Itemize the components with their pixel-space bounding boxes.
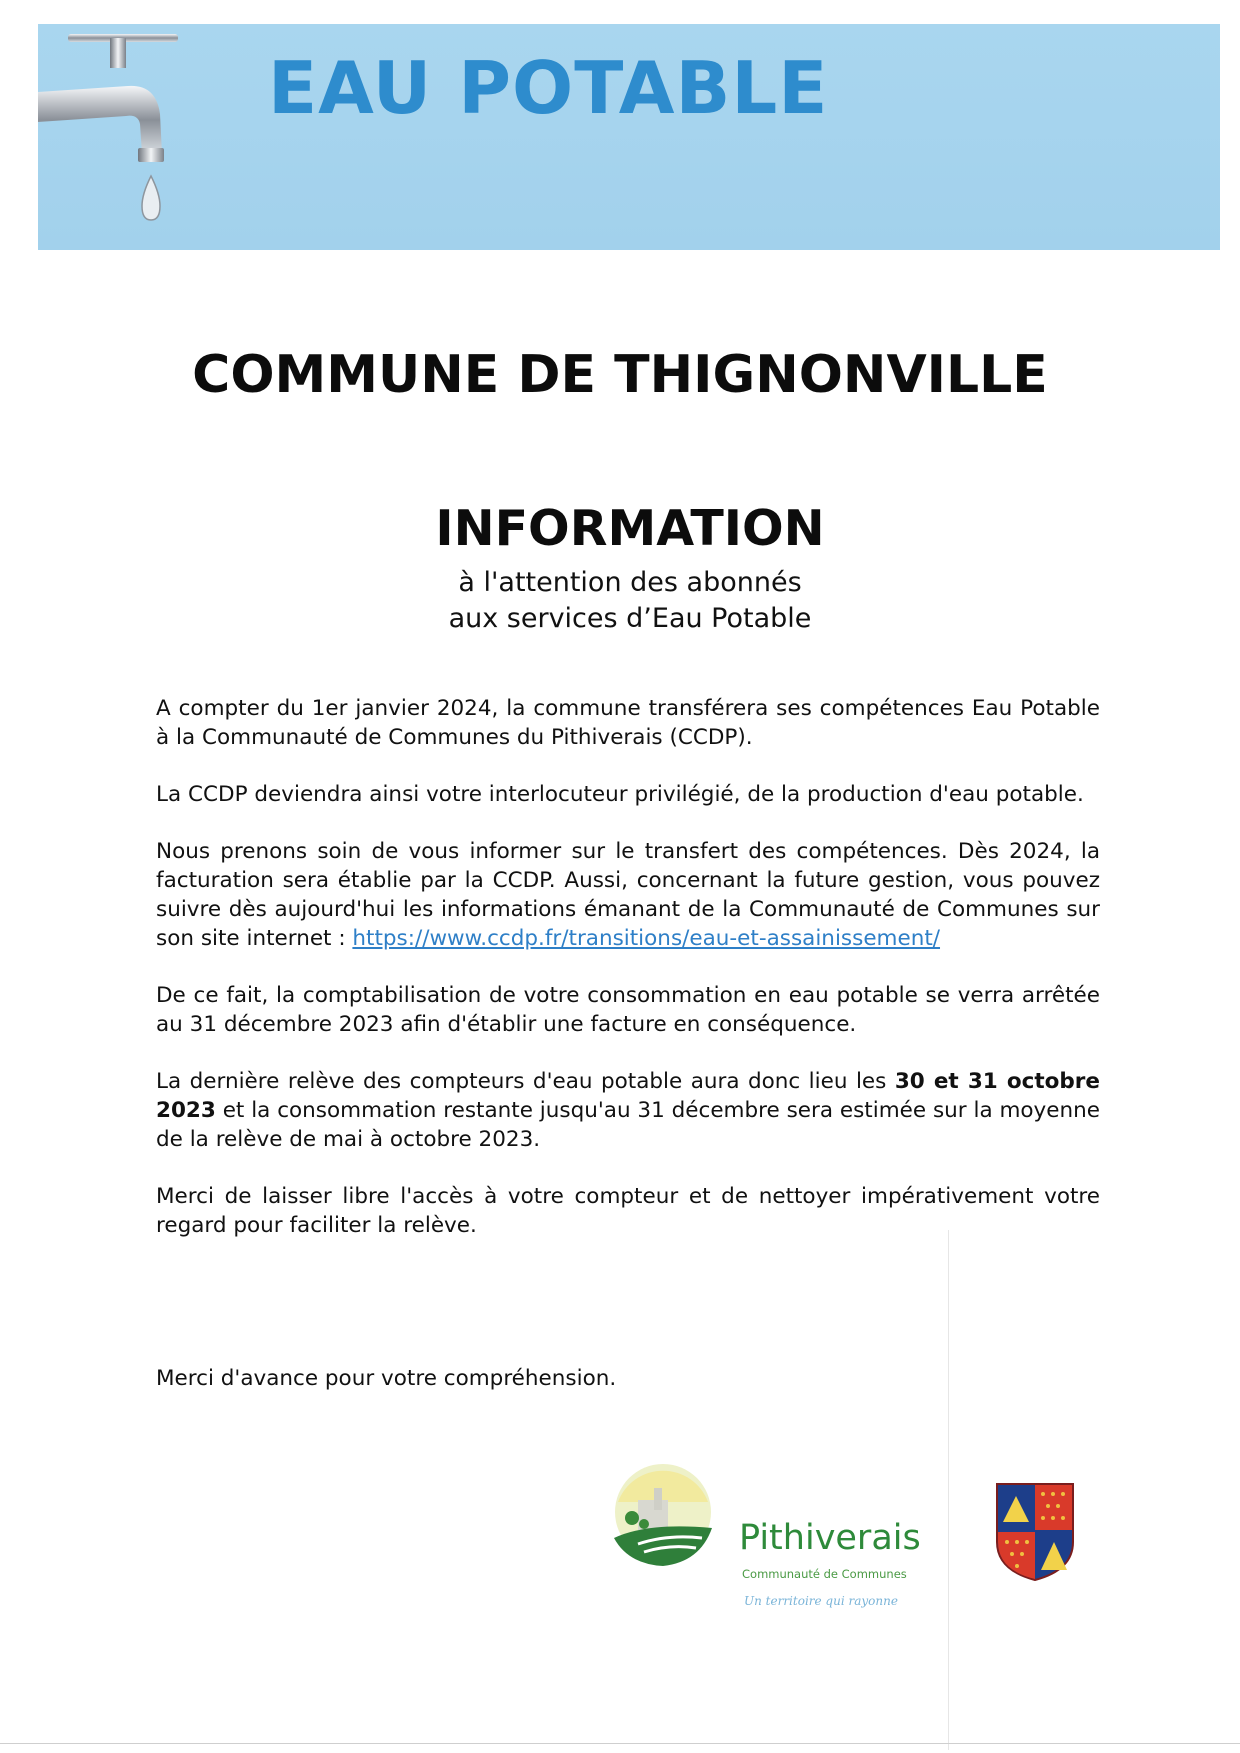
ccdp-website-link[interactable]: https://www.ccdp.fr/transitions/eau-et-assainissement/ bbox=[352, 926, 941, 951]
meter-reading-text-after: et la consommation restante jusqu'au 31 décembre sera estimée sur la moyenne de la relève de mai à octobre 2023. bbox=[156, 1098, 1100, 1152]
header-banner bbox=[38, 24, 1220, 250]
paragraph-information bbox=[156, 837, 1100, 953]
subtitle-line-2: aux services d’Eau Potable bbox=[448, 603, 812, 634]
commune-title: COMMUNE DE THIGNONVILLE bbox=[192, 345, 1048, 405]
notice-body bbox=[156, 694, 1100, 1268]
paragraph-transfer: A compter du 1er janvier 2024, la commune transférera ses compétences Eau Potable à la Communauté de Communes du Pithiverais (CCDP). bbox=[156, 696, 1100, 750]
commune-coat-of-arms-icon bbox=[995, 1482, 1075, 1582]
closing-thanks: Merci d'avance pour votre compréhension. bbox=[156, 1366, 617, 1391]
banner-title: EAU POTABLE bbox=[268, 46, 829, 130]
subtitle-line-1: à l'attention des abonnés bbox=[458, 567, 802, 598]
information-title: INFORMATION bbox=[435, 500, 825, 557]
page-bottom-edge bbox=[0, 1743, 1240, 1744]
pithiverais-logo-subtitle: Communauté de Communes bbox=[742, 1567, 907, 1581]
paragraph-access: Merci de laisser libre l'accès à votre compteur et de nettoyer impérativement votre regard pour faciliter la relève. bbox=[156, 1184, 1100, 1238]
pithiverais-logo-tagline: Un territoire qui rayonne bbox=[744, 1594, 898, 1608]
water-tap-icon bbox=[38, 24, 198, 250]
meter-reading-dates: 30 et 31 octobre 2023 bbox=[156, 1069, 1100, 1123]
scan-artifact-line bbox=[948, 1230, 949, 1750]
paragraph-billing: De ce fait, la comptabilisation de votre consommation en eau potable se verra arrêtée au 31 décembre 2023 afin d'établir une facture en conséquence. bbox=[156, 983, 1100, 1037]
paragraph-meter-reading bbox=[156, 1067, 1100, 1154]
pithiverais-logo-name: Pithiverais bbox=[739, 1518, 921, 1558]
paragraph-ccdp: La CCDP deviendra ainsi votre interlocuteur privilégié, de la production d'eau potable. bbox=[156, 782, 1084, 807]
paragraph-information-text: Nous prenons soin de vous informer sur le transfert des compétences. Dès 2024, la facturation sera établie par la CCDP. Aussi, concernant la future gestion, vous pouvez suivre dès aujourd'hui les informations émanant de la Communauté de Communes sur son site internet : bbox=[156, 839, 1100, 951]
pithiverais-logo-icon bbox=[608, 1462, 718, 1572]
meter-reading-text-before: La dernière relève des compteurs d'eau potable aura donc lieu les bbox=[156, 1069, 895, 1094]
information-subtitle bbox=[0, 565, 1240, 637]
